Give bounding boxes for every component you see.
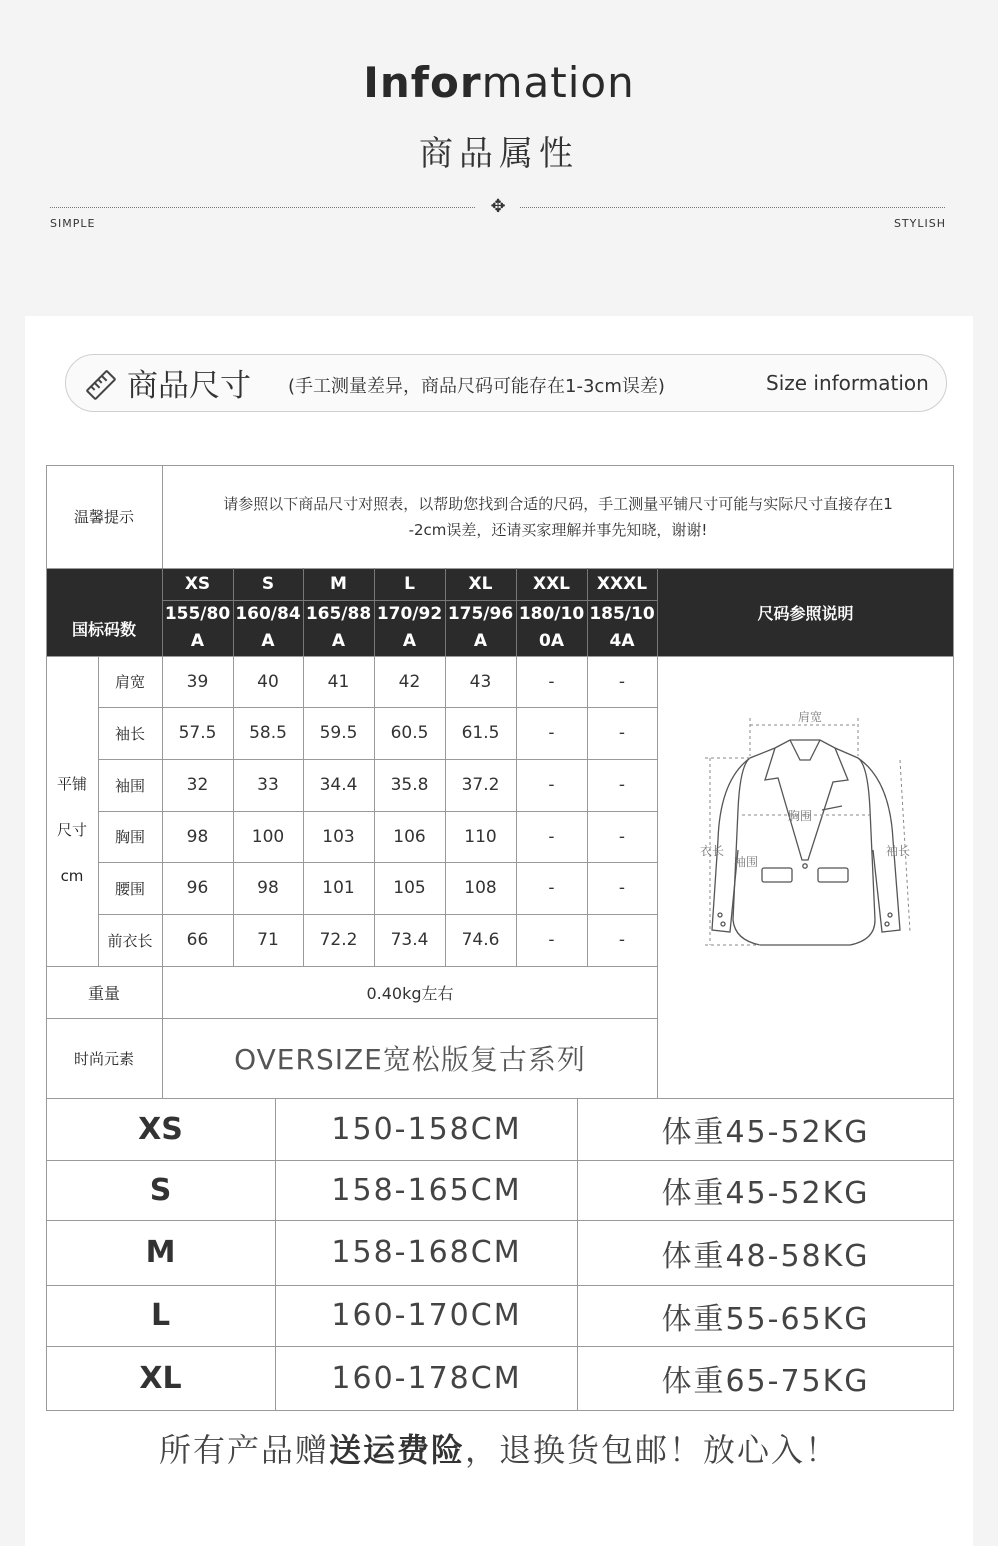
footer-part2: 送运费险: [328, 1431, 465, 1469]
divider-left: [50, 207, 475, 208]
recommend-weight: 体重65-75KG: [661, 1364, 870, 1399]
measurement-value: -: [548, 930, 555, 950]
recommend-size: L: [150, 1298, 171, 1333]
measurement-value: 66: [186, 930, 209, 950]
measurement-value: 101: [322, 878, 355, 898]
measurement-value: 32: [186, 775, 209, 795]
measurement-value: 106: [393, 826, 426, 847]
recommend-height: 150-158CM: [331, 1111, 522, 1147]
measurement-label: 肩宽: [114, 673, 145, 691]
tip-label: 温馨提示: [73, 508, 134, 526]
size-header-cell: M: [330, 574, 347, 594]
tip-text-line2: -2cm误差，还请买家理解并事先知晓，谢谢!: [408, 521, 708, 539]
size-section-title-en: Size information: [766, 371, 929, 395]
footer-part3: ，退换货包邮！放心入！: [465, 1431, 840, 1469]
fashion-label: 时尚元素: [73, 1049, 134, 1068]
national-code-line1: 180/10: [518, 604, 585, 624]
measurement-value: 41: [327, 671, 350, 692]
national-code-line1: 175/96: [447, 604, 514, 624]
national-code-cell: [233, 600, 303, 656]
size-reference-label: 尺码参照说明: [757, 603, 854, 623]
jacket-diagram: [690, 700, 925, 960]
measurement-value: -: [618, 775, 626, 795]
national-code-line1: 165/88: [305, 604, 372, 624]
measurement-value: 72.2: [319, 930, 358, 950]
measurement-value: 60.5: [390, 723, 429, 743]
national-code-cell: [587, 600, 657, 656]
measurement-value: 39: [186, 671, 209, 692]
national-code-cell: [374, 600, 445, 656]
national-code-line1: 170/92: [376, 604, 443, 624]
page-title-cn: 商品属性: [419, 134, 579, 174]
recommend-size: S: [149, 1172, 172, 1208]
measurement-value: 96: [186, 878, 209, 898]
diagram-label-sleeve-length: 袖长: [886, 844, 911, 858]
measurement-label: 前衣长: [107, 931, 153, 950]
title-en-bold: Infor: [363, 58, 482, 107]
national-code-line1: 160/84: [235, 604, 301, 624]
measurement-value: 35.8: [390, 775, 429, 795]
measurement-value: -: [548, 878, 555, 898]
table-line: [657, 656, 658, 1098]
national-code-line2: A: [473, 631, 488, 651]
size-header-cell: XS: [184, 574, 211, 594]
recommend-weight: 体重48-58KG: [661, 1238, 870, 1274]
diagram-label-chest: 胸围: [788, 809, 813, 823]
measurement-value: 98: [257, 878, 279, 898]
measurement-label: 腰围: [114, 879, 145, 898]
diagram-label-length: 衣长: [700, 844, 725, 858]
page-title-en: [0, 58, 998, 107]
title-en-thin: mation: [481, 58, 635, 107]
measurement-value: 42: [398, 671, 421, 692]
footer-part1: 所有产品赠: [158, 1431, 329, 1469]
national-code-label: 国标码数: [71, 619, 136, 639]
page-header: [0, 0, 998, 300]
measurement-label: 胸围: [114, 828, 145, 846]
national-code-line2: 4A: [609, 631, 635, 651]
national-code-line2: A: [261, 631, 275, 651]
national-code-cell: [162, 600, 233, 656]
tag-simple: SIMPLE: [50, 217, 96, 230]
recommend-size: XS: [138, 1111, 183, 1147]
measurement-value: 110: [464, 826, 497, 847]
diagram-label-sleeve-round: 袖围: [734, 855, 759, 869]
measurement-value: 108: [464, 878, 497, 898]
measurement-value: 105: [393, 878, 426, 898]
measurement-value: 73.4: [390, 930, 429, 950]
measurement-value: 71: [257, 930, 279, 950]
measurement-value: 57.5: [178, 723, 217, 743]
national-code-cell: [516, 600, 587, 656]
measurement-value: 61.5: [461, 723, 500, 743]
size-header-cell: L: [404, 574, 415, 594]
measurement-value: 74.6: [461, 930, 500, 950]
national-code-line2: A: [331, 631, 346, 651]
fashion-value: OVERSIZE宽松版复古系列: [234, 1043, 586, 1076]
national-code-line2: A: [402, 631, 417, 651]
size-section-note: (手工测量差异，商品尺码可能存在1-3cm误差): [288, 376, 665, 397]
measurement-label: 袖围: [114, 776, 145, 795]
national-code-line2: A: [190, 631, 205, 651]
measurement-value: 34.4: [319, 775, 358, 795]
measurement-value: -: [618, 930, 626, 950]
measurement-value: 98: [186, 826, 209, 847]
measurement-value: 43: [469, 671, 492, 692]
recommend-height: 158-165CM: [331, 1172, 522, 1208]
measurement-value: 59.5: [319, 723, 358, 743]
size-header-cell: XXL: [532, 574, 571, 594]
measurement-value: -: [548, 723, 555, 743]
group-label-line3: cm: [60, 867, 84, 885]
national-code-line1: 185/10: [589, 604, 655, 624]
table-line: [46, 465, 954, 466]
measurement-value: -: [548, 671, 555, 692]
measurement-value: -: [548, 826, 555, 847]
group-label-line1: 平铺: [56, 775, 87, 793]
tip-text-line1: 请参照以下商品尺寸对照表，以帮助您找到合适的尺码，手工测量平铺尺寸可能与实际尺寸直接存在1: [223, 495, 893, 513]
cross-ornament-icon: ✥: [490, 196, 506, 217]
measurement-value: 58.5: [249, 723, 287, 743]
table-line: [46, 1410, 954, 1411]
measurement-value: 100: [251, 826, 285, 847]
measurement-value: 33: [257, 775, 279, 795]
table-line: [953, 465, 954, 1411]
recommend-height: 160-178CM: [331, 1360, 522, 1396]
national-code-line2: 0A: [539, 631, 564, 651]
recommend-height: 160-170CM: [331, 1298, 522, 1333]
recommend-height: 158-168CM: [331, 1235, 522, 1270]
size-header-cell: S: [261, 574, 275, 594]
national-code-cell: [303, 600, 374, 656]
weight-value: 0.40kg左右: [366, 983, 454, 1003]
size-section-title: 商品尺寸: [127, 368, 251, 404]
recommend-size: M: [145, 1235, 176, 1270]
recommend-size: XL: [139, 1360, 182, 1396]
measurement-value: -: [548, 775, 555, 795]
measurement-value: 40: [257, 671, 279, 692]
measurement-value: -: [618, 878, 626, 898]
size-header-cell: XXXL: [596, 574, 648, 594]
divider-right: [520, 207, 945, 208]
measurement-value: -: [618, 723, 626, 743]
measurement-value: -: [618, 671, 626, 692]
measurement-label: 袖长: [114, 724, 145, 743]
weight-label: 重量: [87, 983, 120, 1003]
national-code-line1: 155/80: [164, 604, 231, 624]
recommend-weight: 体重55-65KG: [661, 1301, 870, 1337]
ruler-icon: [84, 368, 118, 402]
group-label-line2: 尺寸: [56, 821, 87, 839]
flat-size-group-label: [46, 760, 98, 900]
tip-text: [163, 480, 953, 554]
recommend-weight: 体重45-52KG: [661, 1115, 870, 1150]
measurement-value: 103: [322, 826, 355, 847]
measurement-value: -: [618, 826, 626, 847]
national-code-cell: [445, 600, 516, 656]
footer-note: [0, 1425, 998, 1471]
diagram-label-shoulder: 肩宽: [798, 710, 823, 724]
tag-stylish: STYLISH: [893, 217, 946, 230]
recommend-weight: 体重45-52KG: [661, 1176, 870, 1211]
size-header-cell: XL: [468, 574, 493, 594]
measurement-value: 37.2: [461, 775, 500, 795]
